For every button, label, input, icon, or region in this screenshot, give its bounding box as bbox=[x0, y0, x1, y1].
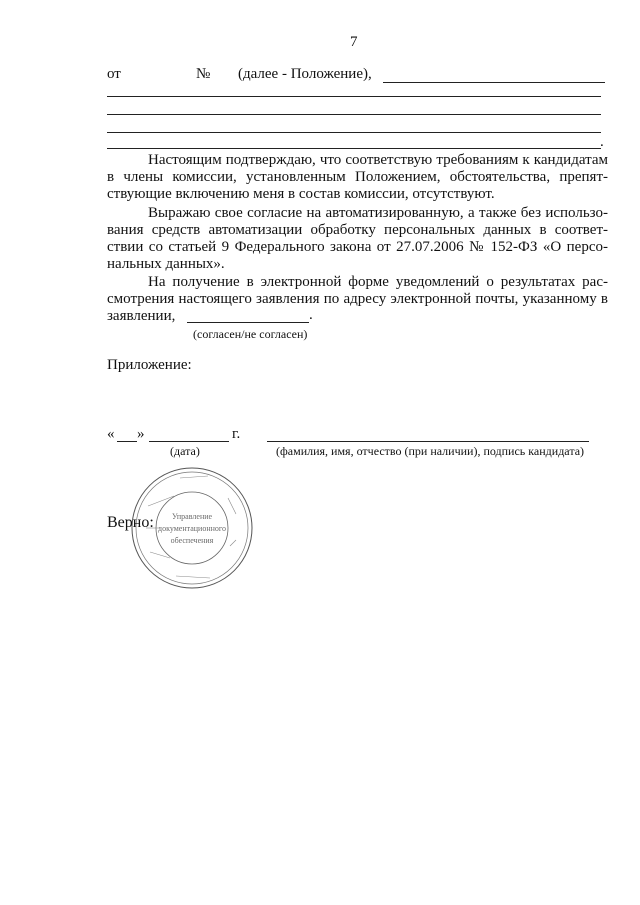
paragraph-line: Настоящим подтверждаю, что соответствую требованиям к кандидатам bbox=[148, 152, 608, 168]
stamp-line-2: документационного bbox=[158, 524, 226, 533]
date-close-quote: » bbox=[137, 426, 145, 442]
consent-paragraph bbox=[107, 205, 608, 273]
from-label: от bbox=[107, 66, 121, 82]
page-number: 7 bbox=[350, 34, 358, 50]
blank-line-period: . bbox=[600, 134, 604, 150]
stamp-line-1: Управление bbox=[171, 512, 213, 521]
paragraph-line: смотрения настоящего заявления по адресу электронной почты, указанному в bbox=[107, 291, 608, 307]
date-caption: (дата) bbox=[170, 444, 200, 458]
paragraph-line: ствии со статьей 9 Федерального закона от 27.07.2006 № 152-ФЗ «О персо- bbox=[107, 239, 608, 255]
paragraph-line: ствующие включению меня в состав комиссии, отсутствуют. bbox=[107, 186, 495, 202]
attachment-label: Приложение: bbox=[107, 357, 192, 373]
consent-caption: (согласен/не согласен) bbox=[193, 327, 308, 341]
paragraph-line: нальных данных». bbox=[107, 256, 225, 272]
email-notification-paragraph bbox=[107, 274, 608, 325]
hereinafter-label: (далее - Положение), bbox=[238, 66, 372, 82]
header-fill-line bbox=[383, 82, 605, 83]
month-fill-line bbox=[149, 441, 229, 442]
year-suffix: г. bbox=[232, 426, 241, 442]
blank-line-2 bbox=[107, 114, 601, 115]
blank-line-1 bbox=[107, 96, 601, 97]
paragraph-line: Выражаю свое согласие на автоматизированную, а также без использо- bbox=[148, 205, 608, 221]
consent-fill-line bbox=[187, 322, 309, 323]
signature-fill-line bbox=[267, 441, 589, 442]
paragraph-line: в члены комиссии, установленным Положением, обстоятельства, препят- bbox=[107, 169, 608, 185]
signature-caption: (фамилия, имя, отчество (при наличии), подпись кандидата) bbox=[276, 444, 585, 458]
day-fill-line bbox=[117, 441, 137, 442]
verified-label: Верно: bbox=[107, 514, 154, 531]
paragraph-line: заявлении, bbox=[107, 308, 176, 324]
date-open-quote: « bbox=[107, 426, 115, 442]
blank-line-4 bbox=[107, 148, 601, 149]
stamp-line-3: обеспечения bbox=[170, 536, 214, 545]
number-sign: № bbox=[196, 66, 211, 82]
consent-period: . bbox=[309, 307, 313, 323]
paragraph-line: вания средств автоматизации обработку персональных данных в соответ- bbox=[107, 222, 608, 238]
confirmation-paragraph bbox=[107, 152, 608, 203]
blank-line-3 bbox=[107, 132, 601, 133]
paragraph-line: На получение в электронной форме уведомлений о результатах рас- bbox=[148, 274, 608, 290]
